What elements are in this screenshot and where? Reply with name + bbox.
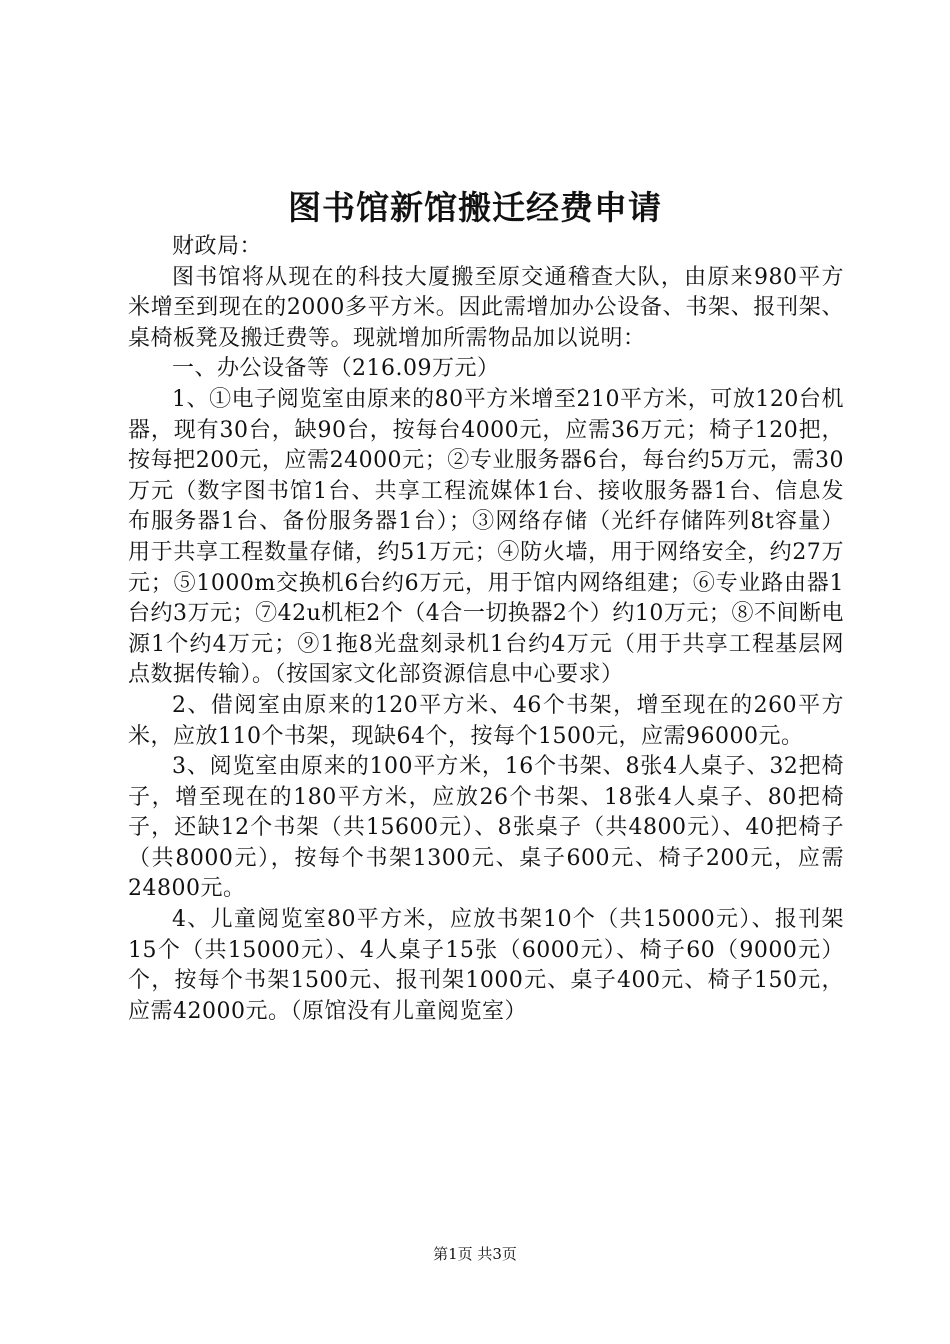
page-footer: 第1页 共3页 [433,1245,517,1263]
paragraph-item-1: 1、①电子阅览室由原来的80平方米增至210平方米，可放120台机器，现有30台，缺90台，按每台4000元，应需36万元；椅子120把，按每把200元，应需24000元；②专业服务器6台，每台约5万元，需30万元（数字图书馆1台、共享工程流媒体1台、接收服务器1台、信息发布服务器1台、备份服务器1台）；③网络存储（光纤存储阵列8t容量）用于共享工程数量存储，约51万元；④防火墙，用于网络安全，约27万元；⑤1000m交换机6台约6万元，用于馆内网络组建；⑥专业路由器1台约3万元；⑦42u机柜2个（4合一切换器2个）约10万元；⑧不间断电源1个约4万元；⑨1拖8光盘刻录机1台约4万元（用于共享工程基层网点数据传输）。（按国家文化部资源信息中心要求） [128,386,844,688]
paragraph-item-3: 3、阅览室由原来的100平方米，16个书架、8张4人桌子、32把椅子，增至现在的180平方米，应放26个书架、18张4人桌子、80把椅子，还缺12个书架（共15600元）、8张桌子（共4800元）、40把椅子（共8000元），按每个书架1300元、桌子600元、椅子200元，应需24800元。 [128,754,844,902]
paragraph-item-2: 2、借阅室由原来的120平方米、46个书架，增至现在的260平方米，应放110个书架，现缺64个，按每个1500元，应需96000元。 [128,692,844,749]
document-body [128,232,844,1027]
paragraph-intro: 图书馆将从现在的科技大厦搬至原交通稽查大队，由原来980平方米增至到现在的2000多平方米。因此需增加办公设备、书架、报刊架、桌椅板凳及搬迁费等。现就增加所需物品加以说明： [128,264,844,351]
salutation: 财政局： [172,234,263,259]
document-title: 图书馆新馆搬迁经费申请 [288,188,662,227]
paragraph-section-heading: 一、办公设备等（216.09万元） [172,356,500,382]
paragraph-item-4: 4、儿童阅览室80平方米，应放书架10个（共15000元）、报刊架15个（共15000元）、4人桌子15张（6000元）、椅子60（9000元）个，按每个书架1500元、报刊架1000元、桌子400元、椅子150元，应需42000元。（原馆没有儿童阅览室） [128,907,844,1024]
